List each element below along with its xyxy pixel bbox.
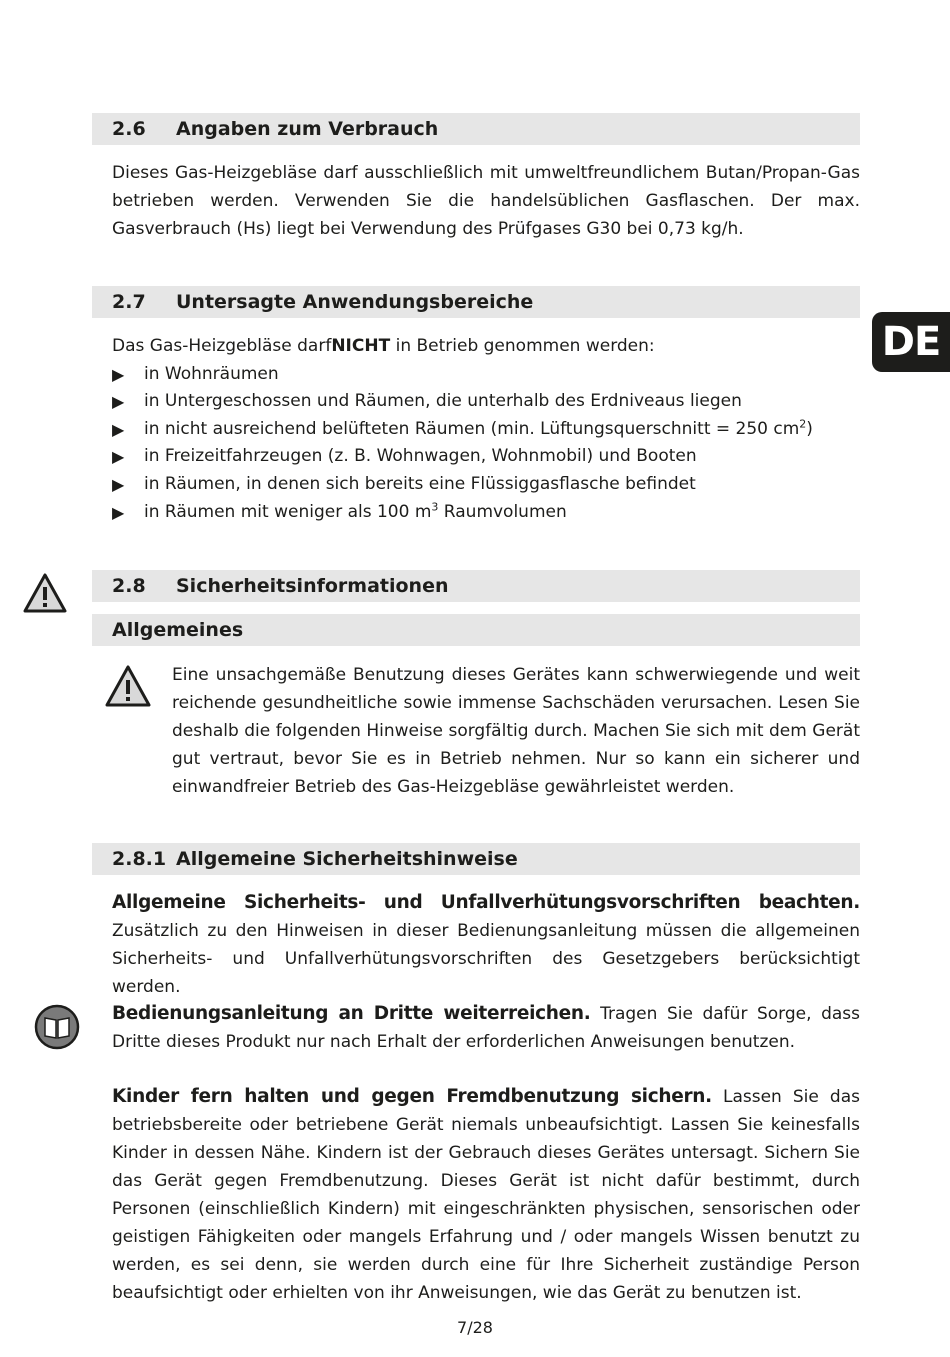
section-title: Untersagte Anwendungsbereiche [176, 291, 534, 313]
safety-paragraph-3: Kinder fern halten und gegen Fremdbenutzung sichern. Lassen Sie das betriebsbereite oder betriebene Gerät niemals unbeaufsichtigt. Lassen Sie keinesfalls Kinder in dessen Nähe. Kindern ist der Gebrauch dieses Gerätes untersagt. Sichern Sie das Gerät gegen Fremdbenutzung. Dieses Gerät ist nicht dafür bestimmt, durch Personen (einschließlich Kindern) mit eingeschränkten physischen, sensorischen oder geistigen Fähigkeiten oder mangels Erfahrung und / oder mangels Wissen benutzt zu werden, es sei denn, sie werden durch eine für Ihre Sicherheit zuständige Person beaufsichtigt oder erhielten von ihr Anweisungen, wie das Gerät zu benutzen ist. [112, 1086, 860, 1303]
bullet-arrow-icon: ▶ [112, 419, 125, 439]
bullet-arrow-icon: ▶ [112, 364, 125, 384]
section-title: Angaben zum Verbrauch [176, 118, 439, 140]
section-body-2-6 [112, 159, 860, 243]
section-number: 2.7 [112, 291, 146, 313]
safety-paragraph-1: Allgemeine Sicherheits- und Unfallverhütungsvorschriften beachten. Zusätzlich zu den Hinweisen in dieser Bedienungsanleitung müssen die allgemeinen Sicherheits- und Unfallverhütungsvorschriften des Gesetzgebers berücksichtigt werden. [112, 892, 860, 997]
manual-book-icon [34, 1004, 80, 1050]
list-item: ▶ in Räumen, in denen sich bereits eine Flüssiggasflasche befindet [112, 471, 860, 499]
list-item: ▶ in Freizeitfahrzeugen (z. B. Wohnwagen, Wohnmobil) und Booten [112, 443, 860, 471]
section-heading-2-8-1 [92, 843, 860, 875]
language-tab: DE [872, 312, 950, 372]
page-number: 7/28 [457, 1318, 493, 1337]
section-heading-2-6 [92, 113, 860, 145]
paragraph: Eine unsachgemäße Benutzung dieses Gerätes kann schwerwiegende und weit reichende gesundheitliche sowie immense Sachschäden verursachen. Lesen Sie deshalb die folgenden Hinweise sorgfältig durch. Machen Sie sich mit dem Gerät gut vertraut, bevor Sie es in Betrieb nehmen. Nur so kann ein sicherer und einwandfreier Betrieb des Gas-Heizgebläse gewährleistet werden. [172, 665, 860, 797]
section-number: 2.6 [112, 118, 146, 140]
bullet-arrow-icon: ▶ [112, 474, 125, 494]
section-heading-2-7 [92, 286, 860, 318]
warning-icon [22, 572, 68, 614]
list-item: ▶ in Wohnräumen [112, 361, 860, 389]
safety-paragraph-2: Bedienungsanleitung an Dritte weiterreichen. Tragen Sie dafür Sorge, dass Dritte dieses Produkt nur nach Erhalt der erforderlichen Anweisungen benutzen. [112, 1003, 860, 1052]
list-item: ▶ in Räumen mit weniger als 100 $m^3$ Raumvolumen [112, 499, 860, 527]
bullet-arrow-icon: ▶ [112, 447, 125, 467]
section-body-2-8 [172, 661, 860, 801]
section-title: Sicherheitsinformationen [176, 575, 449, 597]
subsection-heading-allgemeines [92, 614, 860, 646]
bullet-arrow-icon: ▶ [112, 392, 125, 412]
warning-icon [104, 664, 152, 708]
list-item: ▶ in nicht ausreichend belüfteten Räumen (min. Lüftungsquerschnitt = 250 $cm^2$) [112, 416, 860, 444]
list-item: ▶ in Untergeschossen und Räumen, die unterhalb des Erdniveaus liegen [112, 388, 860, 416]
subsection-title: Allgemeines [112, 619, 244, 641]
list-intro: Das Gas-Heizgebläse darf NICHT in Betrieb genommen werden: [112, 336, 655, 356]
bullet-arrow-icon: ▶ [112, 502, 125, 522]
section-number: 2.8 [112, 575, 146, 597]
section-title: Allgemeine Sicherheitshinweise [176, 848, 518, 870]
paragraph: Dieses Gas-Heizgebläse darf ausschließlich mit umweltfreundlichem Butan/Propan-Gas betrieben werden. Verwenden Sie die handelsüblichen Gasflaschen. Der max. Gasverbrauch (Hs) liegt bei Verwendung des Prüfgases G30 bei 0,73 kg/h. [112, 163, 860, 239]
section-number: 2.8.1 [112, 848, 167, 870]
prohibited-uses-list [112, 333, 860, 526]
section-heading-2-8 [92, 570, 860, 602]
